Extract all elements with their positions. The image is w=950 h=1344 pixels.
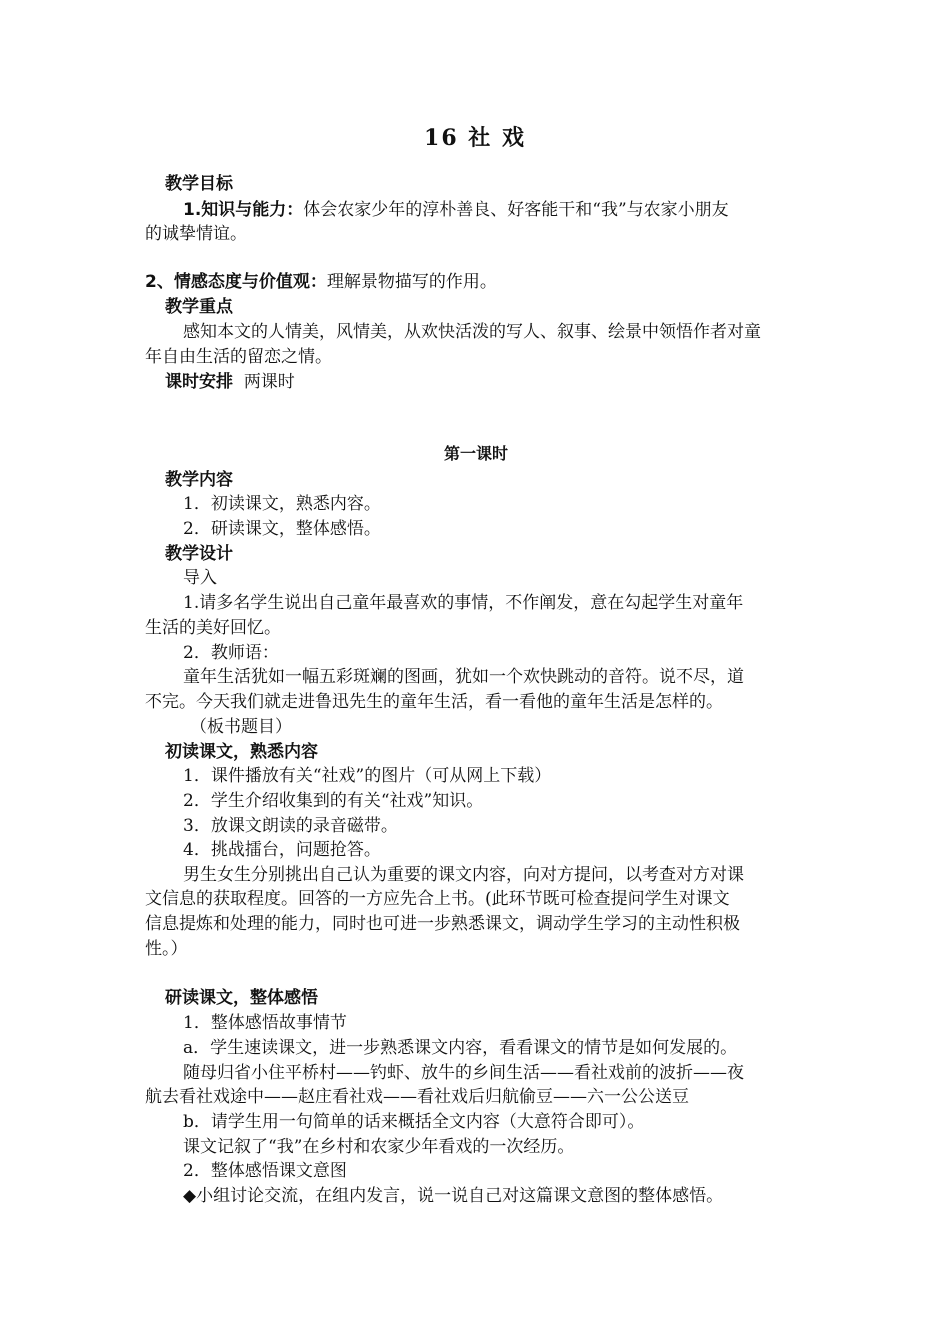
intro-item-2: 2．教师语：: [183, 643, 279, 663]
intro-item-1-cont: 生活的美好回忆。: [145, 618, 281, 638]
intro-label: 导入: [183, 568, 217, 588]
schedule-value: 两课时: [243, 372, 295, 392]
goals-heading: 教学目标: [165, 174, 233, 194]
page-title: 16 社 戏: [424, 125, 526, 151]
content-item: 1．初读课文，熟悉内容。: [183, 494, 381, 514]
design-heading: 教学设计: [165, 544, 233, 564]
teacher-speech: 童年生活犹如一幅五彩斑斓的图画，犹如一个欢快跳动的音符。说不尽，道: [183, 667, 744, 687]
challenge-text-cont: 性。）: [145, 939, 188, 959]
intro-item-1: 1.请多名学生说出自己童年最喜欢的事情，不作阐发，意在勾起学生对童年: [183, 593, 744, 613]
study-item-1: 1．整体感悟故事情节: [183, 1013, 347, 1033]
goal-item-2-label: 2、情感态度与价值观：: [145, 272, 327, 292]
schedule-label: 课时安排: [165, 372, 233, 392]
challenge-text-cont: 信息提炼和处理的能力，同时也可进一步熟悉课文，调动学生学习的主动性积极: [145, 914, 740, 934]
challenge-text-cont: 文信息的获取程度。回答的一方应先合上书。(此环节既可检查提问学生对课文: [145, 889, 730, 909]
board-note: （板书题目）: [190, 717, 292, 737]
goal-item-1: [183, 198, 807, 222]
read-item: 2．学生介绍收集到的有关“社戏”知识。: [183, 791, 484, 811]
goal-item-1-label: 1.知识与能力：: [183, 200, 304, 220]
read-item: 1．课件播放有关“社戏”的图片（可从网上下载）: [183, 766, 552, 786]
schedule-line: [165, 370, 807, 394]
plot-sequence: 随母归省小住平桥村——钓虾、放牛的乡间生活——看社戏前的波折——夜: [183, 1063, 744, 1083]
content-item: 2．研读课文，整体感悟。: [183, 519, 381, 539]
focus-text: 感知本文的人情美，风情美，从欢快活泼的写人、叙事、绘景中领悟作者对童: [183, 322, 761, 342]
lesson-heading: 第一课时: [443, 444, 508, 463]
study-item-1b: b．请学生用一句简单的话来概括全文内容（大意符合即可）。: [183, 1112, 645, 1132]
content-heading: 教学内容: [165, 470, 233, 490]
focus-text-cont: 年自由生活的留恋之情。: [145, 347, 332, 367]
challenge-text: 男生女生分别挑出自己认为重要的课文内容，向对方提问，以考查对方对课: [183, 865, 744, 885]
read-item: 3．放课文朗读的录音磁带。: [183, 816, 398, 836]
goal-item-2: [145, 270, 807, 294]
goal-item-1-text-cont: 的诚挚情谊。: [145, 224, 247, 244]
plot-sequence-cont: 航去看社戏途中——赵庄看社戏——看社戏后归航偷豆——六一公公送豆: [145, 1087, 689, 1107]
read-heading: 初读课文，熟悉内容: [165, 742, 318, 762]
study-item-1a: a．学生速读课文，进一步熟悉课文内容，看看课文的情节是如何发展的。: [183, 1038, 738, 1058]
goal-item-2-text: 理解景物描写的作用。: [326, 272, 497, 292]
read-item: 4．挑战擂台，问题抢答。: [183, 840, 381, 860]
goal-item-1-text: 体会农家少年的淳朴善良、好客能干和“我”与农家小朋友: [303, 200, 729, 220]
teacher-speech-cont: 不完。今天我们就走进鲁迅先生的童年生活，看一看他的童年生活是怎样的。: [145, 692, 723, 712]
discuss-text: ◆小组讨论交流，在组内发言，说一说自己对这篇课文意图的整体感悟。: [183, 1186, 724, 1206]
focus-heading: 教学重点: [165, 297, 233, 317]
summary-text: 课文记叙了“我”在乡村和农家少年看戏的一次经历。: [183, 1137, 575, 1157]
study-heading: 研读课文，整体感悟: [165, 988, 318, 1008]
study-item-2: 2．整体感悟课文意图: [183, 1161, 347, 1181]
